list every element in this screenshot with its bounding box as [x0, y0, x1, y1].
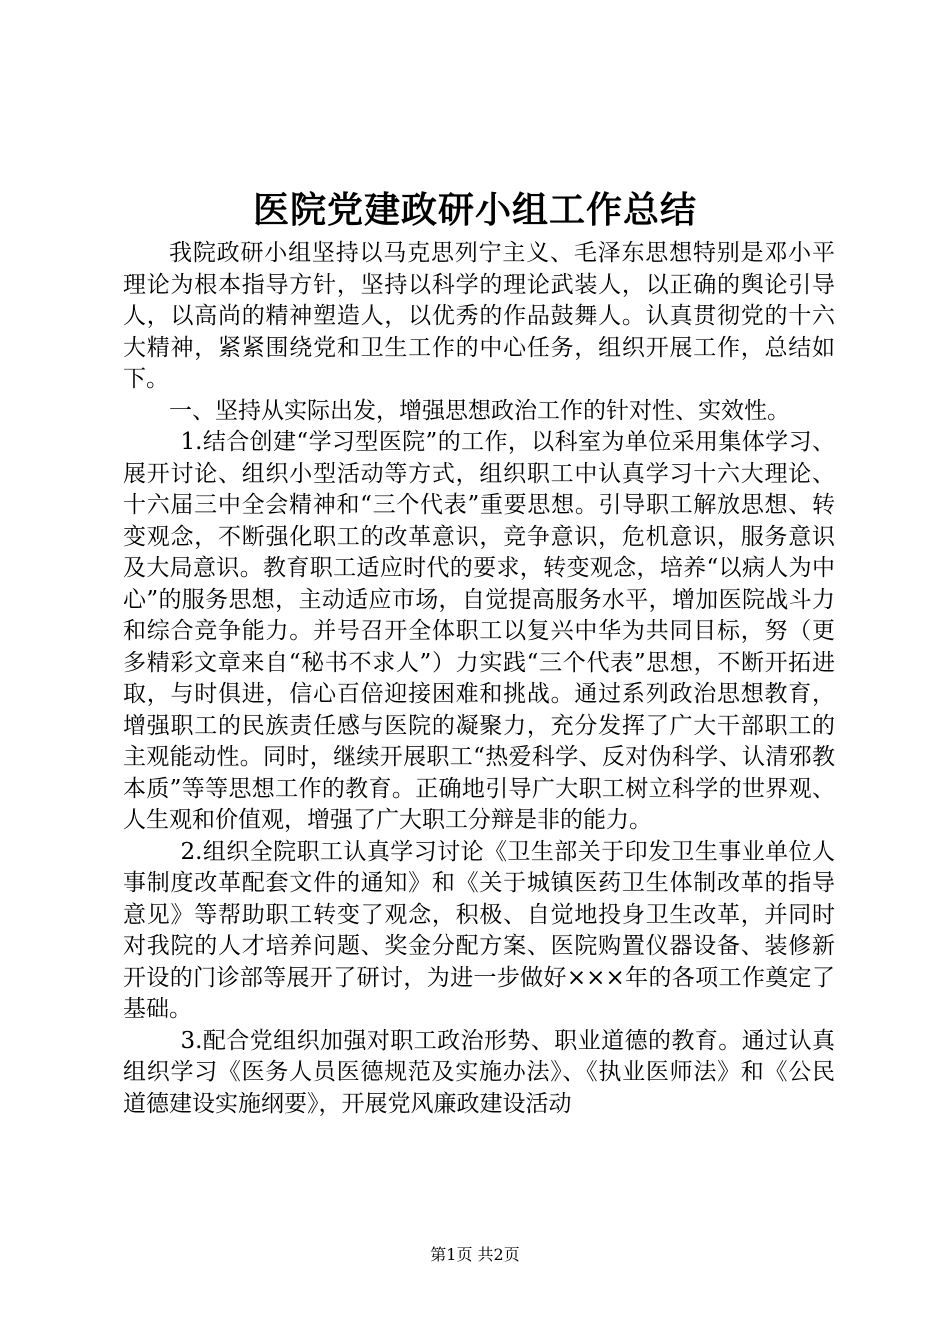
document-title: 医院党建政研小组工作总结 — [252, 189, 697, 231]
document-body — [123, 238, 835, 1120]
paragraph-item-2: 2.组织全院职工认真学习讨论《卫生部关于印发卫生事业单位人事制度改革配套文件的通知》和《关于城镇医药卫生体制改革的指导意见》等帮助职工转变了观念，积极、自觉地投身卫生改革，并同时对我院的人才培养问题、奖金分配方案、医院购置仪器设备、装修新开设的门诊部等展开了研讨，为进一步做好×××年的各项工作奠定了基础。 — [123, 838, 835, 1022]
paragraph-item-1: 1.结合创建“学习型医院”的工作，以科室为单位采用集体学习、展开讨论、组织小型活动等方式，组织职工中认真学习十六大理论、十六届三中全会精神和“三个代表”重要思想。引导职工解放思想、转变观念，不断强化职工的改革意识，竞争意识，危机意识，服务意识及大局意识。教育职工适应时代的要求，转变观念，培养“以病人为中心”的服务思想，主动适应市场，自觉提高服务水平，增加医院战斗力和综合竞争能力。并号召开全体职工以复兴中华为共同目标，努（更多精彩文章来自“秘书不求人”）力实践“三个代表”思想，不断开拓进取，与时俱进，信心百倍迎接困难和挑战。通过系列政治思想教育，增强职工的民族责任感与医院的凝聚力，充分发挥了广大干部职工的主观能动性。同时，继续开展职工“热爱科学、反对伪科学、认清邪教本质”等等思想工作的教育。正确地引导广大职工树立科学的世界观、人生观和价值观，增强了广大职工分辩是非的能力。 — [123, 429, 835, 833]
paragraph-intro: 我院政研小组坚持以马克思列宁主义、毛泽东思想特别是邓小平理论为根本指导方针，坚持以科学的理论武装人，以正确的舆论引导人，以高尚的精神塑造人，以优秀的作品鼓舞人。认真贯彻党的十六大精神，紧紧围绕党和卫生工作的中心任务，组织开展工作，总结如下。 — [123, 240, 835, 392]
paragraph-item-3: 3.配合党组织加强对职工政治形势、职业道德的教育。通过认真组织学习《医务人员医德规范及实施办法》、《执业医师法》和《公民道德建设实施纲要》，开展党风廉政建设活动 — [123, 1027, 835, 1117]
page-number: 第1页 — [430, 1245, 473, 1264]
page-footer — [0, 1244, 950, 1266]
page-total: 共2页 — [477, 1245, 520, 1264]
paragraph-section-heading: 一、坚持从实际出发，增强思想政治工作的针对性、实效性。 — [169, 397, 790, 424]
